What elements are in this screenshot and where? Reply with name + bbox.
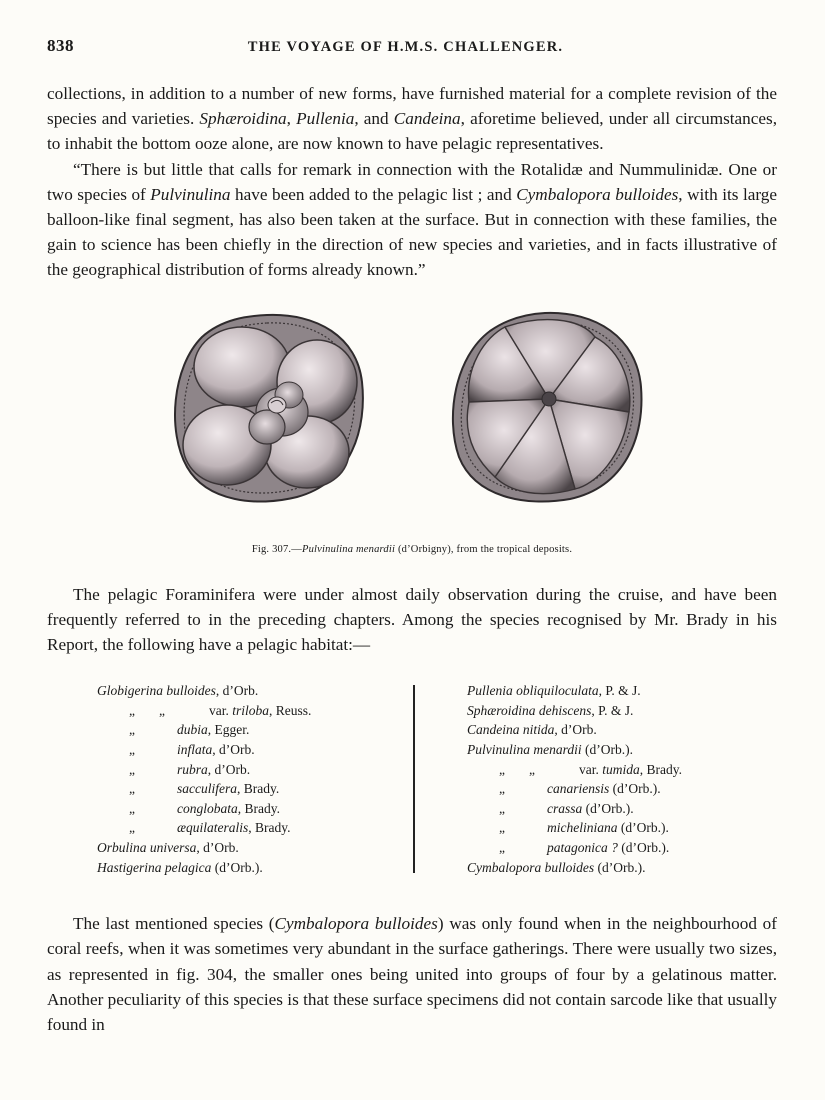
species-column-right	[467, 681, 787, 877]
foraminifera-umbilical-view-illustration	[445, 307, 650, 507]
species-entry: „ micheliniana (d’Orb.).	[499, 820, 669, 836]
text: , aforetime believed, under all circumstances, to inhabit the bottom ooze alone, are now known to have pelagic representatives.	[47, 109, 777, 154]
paragraph-2-quote	[47, 157, 777, 283]
species-entry: „ crassa (d’Orb.).	[499, 800, 634, 816]
species-entry: „ „ var. tumida, Brady.	[499, 761, 683, 777]
species-entry: „ inflata, d’Orb.	[129, 742, 255, 758]
species-entry: „ conglobata, Brady.	[129, 800, 280, 816]
paragraph-4	[47, 911, 777, 1037]
species-entry: Pullenia obliquiloculata, P. & J.	[467, 683, 641, 699]
text: , with its large balloon-like final segment, has also been taken at the surface. But in connection with these families, the gain to science has been chiefly in the direction of new species and varieties, and in facts illustrative of the geographical distribution of forms already known.”	[47, 184, 777, 280]
running-title: THE VOYAGE OF H.M.S. CHALLENGER.	[247, 39, 564, 55]
figure-caption-text: (d’Orbigny), from the tropical deposits.	[395, 543, 573, 555]
species-entry: „ æquilateralis, Brady.	[129, 820, 291, 836]
text: “There is but little that calls for remark in connection with the Rotalidæ and Nummulinidæ. One or two species of	[47, 159, 777, 204]
figure-label: Fig. 307.—	[251, 543, 302, 555]
taxon: Pullenia	[296, 109, 355, 129]
species-entry: Pulvinulina menardii (d’Orb.).	[467, 742, 633, 758]
species-entry: „ dubia, Egger.	[129, 722, 250, 738]
species-entry: „ rubra, d’Orb.	[129, 761, 251, 777]
species-entry: „ sacculifera, Brady.	[129, 781, 280, 797]
species-entry: „ „ var. triloba, Reuss.	[129, 702, 312, 718]
taxon: Sphæroidina	[199, 109, 287, 129]
paragraph-1	[47, 81, 777, 157]
species-entry: „ canariensis (d’Orb.).	[499, 781, 661, 797]
species-entry: Orbulina universa, d’Orb.	[97, 839, 239, 855]
page	[47, 36, 777, 1037]
foraminifera-spiral-view-illustration	[167, 307, 372, 507]
species-entry: „ patagonica ? (d’Orb.).	[499, 839, 670, 855]
paragraph-3: The pelagic Foraminifera were under almost daily observation during the cruise, and have been frequently referred to in the preceding chapters. Among the species recognised by Mr. Brady in his Report, the following have a pelagic habitat:—	[47, 584, 777, 655]
species-entry: Cymbalopora bulloides (d’Orb.).	[467, 859, 646, 875]
taxon: Candeina	[393, 109, 461, 129]
species-entry: Hastigerina pelagica (d’Orb.).	[97, 859, 263, 875]
species-column-left	[97, 681, 397, 877]
figure-taxon: Pulvinulina menardii	[301, 543, 396, 555]
figure-caption	[47, 544, 777, 555]
text: ,	[286, 109, 297, 129]
taxon: Pulvinulina	[150, 184, 231, 204]
taxon: Cymbalopora bulloides	[274, 914, 438, 934]
text: have been added to the pelagic list ; and	[230, 184, 517, 204]
running-header	[47, 36, 777, 64]
taxon: Cymbalopora bulloides	[516, 184, 679, 204]
species-entry: Sphæroidina dehiscens, P. & J.	[467, 702, 634, 718]
text: collections, in addition to a number of new forms, have furnished material for a complete revision of the species and varieties.	[47, 84, 777, 129]
page-number: 838	[47, 36, 74, 55]
text: The last mentioned species (	[73, 914, 275, 934]
text: ) was only found when in the neighbourhood of coral reefs, when it was sometimes very abundant in the surface gatherings. There were usually two sizes, as represented in fig. 304, the smaller ones being united into groups of four by a gelatinous matter. Another peculiarity of this species is that these surface specimens did not contain sarcode like that usually found in	[47, 914, 777, 1035]
species-list	[47, 681, 777, 889]
figure-307	[47, 307, 777, 562]
text: , and	[354, 109, 394, 129]
species-entry: Candeina nitida, d’Orb.	[467, 722, 597, 738]
column-divider	[413, 685, 415, 873]
species-entry: Globigerina bulloides, d’Orb.	[97, 683, 259, 699]
